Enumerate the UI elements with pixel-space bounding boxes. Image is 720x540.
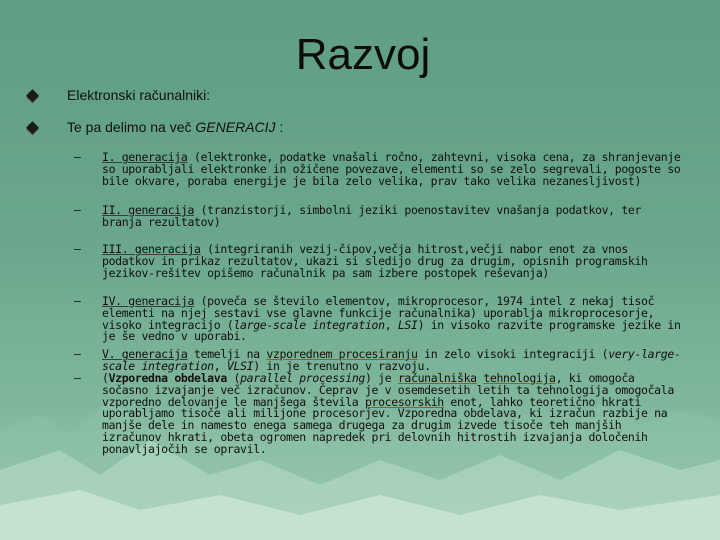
diamond-bullet-icon — [26, 89, 39, 102]
dash-marker: – — [74, 203, 81, 217]
dash-marker: – — [74, 150, 81, 164]
list-item-gen2: – II. generacija (tranzistorji, simbolni jeziki poenostavitev vnašanja podatkov, ter branja rezultatov) — [74, 203, 642, 229]
gen3-link[interactable]: III. generacija — [102, 242, 201, 256]
dash-marker: – — [74, 347, 81, 361]
gen4-link[interactable]: IV. generacija — [102, 294, 195, 308]
list-item-gen5: – V. generacija temelji na vzporednem procesiranju in zelo visoki integraciji (very-large-scale integration, VLSI) in je trenutno v razvoju. — [74, 347, 681, 373]
computing-link[interactable]: računalniška — [397, 371, 477, 385]
list-item-parallel-processing: – (Vzporedna obdelava (parallel processing) je računalniška tehnologija, ki omogoča sočasno izvajanje več izračunov. Čeprav je v osemdesetih letih ta tehnologija omogočala vzporedno delovanje le manjšega števila procesorskih enot, lahko teoretično hkrati uporabljamo tisoče ali milijone procesorjev. Vzporedna obdelava, ki izračun razbije na manjše dele in namesto enega samega drugega za drugim izvede tisoče teh manjših izračunov hkrati, obeta ogromen napredek pri delovnih hitrostih izvajanja določenih ponavljajočih se opravil. — [74, 371, 674, 456]
bullet-electronic-computers: Elektronski računalniki: — [28, 87, 210, 103]
parallel-processing-link[interactable]: vzporednem procesiranju — [266, 347, 418, 361]
dash-marker: – — [74, 294, 81, 308]
gen1-link[interactable]: I. generacija — [102, 150, 188, 164]
gen5-link[interactable]: V. generacija — [102, 347, 188, 361]
list-item-gen3: – III. generacija (integriranih vezij-čipov,večja hitrost,večji nabor enot za vnos podatkov in prikaz rezultatov, ukazi si sledijo drug za drugim, opisnih programskih jezikov-rešitev opišemo računalnik pa sam izbere postopek reševanja) — [74, 242, 648, 280]
slide-title: Razvoj — [295, 30, 431, 79]
list-item-gen1: – I. generacija (elektronke, podatke vnašali ročno, zahtevni, visoka cena, za shranjevanje so uporabljali elektronke in ožičene povezave, elementi so se zelo segrevali, pogoste so bile okvare, poraba energije je bila zelo velika, prav tako velika nezanesljivost) — [74, 150, 681, 188]
processor-link[interactable]: procesorskih — [364, 394, 444, 409]
list-item-gen4: – IV. generacija (poveča se število elementov, mikroprocesor, 1974 intel z nekaj tisoč elementi na njej sestavi vse glavne funkcije računalnika) uporablja mikroprocesorje, visoko integracijo (large-scale integration, LSI) in visoko razvite programske jezike in je še vedno v uporabi. — [74, 294, 681, 344]
gen2-link[interactable]: II. generacija — [102, 203, 195, 217]
dash-marker: – — [74, 242, 81, 256]
diamond-bullet-icon — [26, 121, 39, 134]
dash-marker: – — [74, 371, 81, 385]
bullet-generations: Te pa delimo na več GENERACIJ : — [28, 119, 283, 135]
technology-link[interactable]: tehnologija — [483, 371, 556, 385]
